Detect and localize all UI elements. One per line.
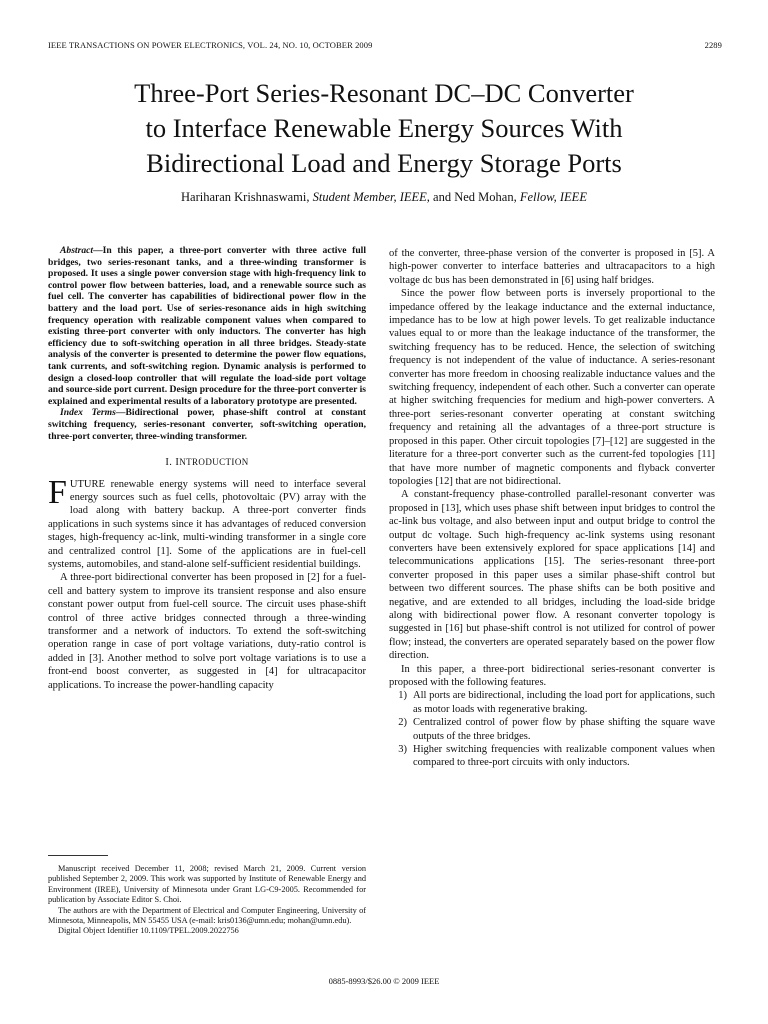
section-number: I. (165, 457, 173, 469)
footnote-divider (48, 855, 108, 856)
feature-list (389, 689, 715, 769)
list-item-number: 2) (398, 717, 407, 729)
list-item (389, 716, 715, 743)
index-terms (48, 407, 366, 442)
right-paragraph-1: of the converter, three-phase version of the converter is proposed in [5]. A high-power converter to interface batteries and ultracapacitors to a high voltage dc bus has been demonstrated in [6] using half bridges. (389, 248, 715, 286)
list-item-text: Higher switching frequencies with realizable component values when compared to three-port circuits with only inductors. (413, 744, 715, 769)
list-item (389, 743, 715, 770)
abstract-text: —In this paper, a three-port converter with three active full bridges, two series-resonant tanks, and a three-winding transformer is proposed. It uses a single power conversion stage with high-frequency link to control power flow between batteries, load, and a renewable source such as fuel cell. The converter has capabilities of bidirectional power flow in the battery and the load port. Use of series-resonance aids in high switching frequency operation with realizable component values when compared to existing three-port converter with only inductors. The converter has high efficiency due to soft-switching operation in all three bridges. Steady-state analysis of the converter is presented to determine the power flow equations, tank currents, and soft-switching region. Dynamic analysis is performed to design a closed-loop controller that will regulate the load-side port voltage and source-side port current. Design procedure for the three-port converter is explained and experimental results of a laboratory prototype are presented. (48, 245, 366, 407)
intro-paragraph-1-text: UTURE renewable energy systems will need to interface several energy sources such as fuel cells, photovoltaic (PV) array with the load along with battery backup. A three-port converter finds applications in such systems since it has advantages of reduced conversion stages, high-frequency ac-link, multi-winding transformer in a single core and centralized control [1]. Some of the applications are in fuel-cell systems, automobiles, and stand-alone self-sufficient residential buildings. (48, 478, 366, 570)
intro-paragraph-2: A three-port bidirectional converter has been proposed in [2] for a fuel-cell and battery system to improve its transient response and also ensure constant power output from fuel-cell source. The circuit uses phase-shift control of three active bridges connected through a three-winding transformer and a network of inductors. To extend the soft-switching operation range in case of port voltage variations, duty-ratio control is added in [3]. Another method to solve port voltage variations is to use a front-end boost converter, as suggested in [4] for ultracapacitor applications. To increase the power-handling capacity (48, 572, 366, 691)
section-title-rest: NTRODUCTION (179, 457, 249, 468)
section-title-initial: I (175, 457, 180, 469)
abstract-label: Abstract (60, 245, 94, 256)
right-paragraph-3: A constant-frequency phase-controlled parallel-resonant converter was proposed in [13], which uses phase shift between input bridges to control the ac-link bus voltage, and also between input and output bridge to control the output dc voltage. Such high-frequency ac-link systems using resonant converters have been extensively explored for space applications [14] and telecommunications applications [15]. The series-resonant three-port converter proposed in this paper uses a similar phase-shift control but between two different sources. The phase shifts can be both positive and negative, and are extended to all bridges, including the load-side bridge along with bidirectional power flow. A resonant converter topology is suggested in [16] but phase-shift control is not utilized for control of power flow; instead, the converters are operated separately based on the power flow direction. (389, 489, 715, 662)
title-line-3: Bidirectional Load and Energy Storage Ports (146, 148, 622, 178)
left-column (48, 245, 366, 692)
index-terms-text: —Bidirectional power, phase-shift control at constant switching frequency, series-resonant converter, soft-switching operation, three-port converter, three-winding transformer. (48, 407, 366, 442)
author-1-name: Hariharan Krishnaswami, (181, 190, 310, 204)
author-line (40, 190, 728, 205)
journal-name: IEEE TRANSACTIONS ON POWER ELECTRONICS, VOL. 24, NO. 10, OCTOBER 2009 (48, 40, 373, 50)
list-item (389, 689, 715, 716)
paper-title (40, 76, 728, 181)
list-item-number: 3) (398, 744, 407, 756)
author-2-role: Fellow, IEEE (519, 190, 587, 204)
right-paragraph-2: Since the power flow between ports is inversely proportional to the impedance offered by the leakage inductance and the external inductance, impedance has to be low at high power levels. To get realizable inductance values equal to or more than the leakage inductance of the transformer, the switching frequency has to be reduced. Hence, the selection of switching frequency is not independent of the value of inductance. A series-resonant converter has more freedom in choosing realizable inductance values and the switching frequency, independent of each other. Such a converter can operate at higher switching frequencies for medium and high-power converters. A three-port series-resonant converter operating at constant switching frequency and retaining all the advantages of a three-port structure is proposed in this paper. Other circuit topologies [7]–[12] are suggested in the literature for a three-port converter such as the current-fed topologies [11] that have more number of magnetic components and flyback converter topologies [12] that are not bidirectional. (389, 288, 715, 487)
footnote-doi: Digital Object Identifier 10.1109/TPEL.2009.2022756 (58, 926, 239, 936)
section-heading-introduction (48, 456, 366, 469)
author-joiner: , and Ned Mohan, (426, 190, 517, 204)
copyright-line: 0885-8993/$26.00 © 2009 IEEE (328, 976, 440, 986)
title-line-2: to Interface Renewable Energy Sources With (145, 113, 623, 143)
running-header (48, 40, 722, 50)
list-item-text: All ports are bidirectional, including the load port for applications, such as motor loads with regenerative braking. (413, 690, 715, 715)
intro-paragraph-1 (48, 473, 366, 572)
author-1-role: Student Member, IEEE (312, 190, 427, 204)
right-paragraph-4: In this paper, a three-port bidirectional series-resonant converter is proposed with the following features. (389, 663, 715, 688)
right-column (389, 247, 715, 770)
title-line-1: Three-Port Series-Resonant DC–DC Converter (134, 78, 634, 108)
footnote-manuscript: Manuscript received December 11, 2008; revised March 21, 2009. Current version published September 2, 2009. This work was supported by Institute of Renewable Energy and Environment (IREE), University of Minnesota under Grant LG-C9-2005. Recommended for publication by Associate Editor S. Choi. (48, 864, 366, 905)
footnote (48, 864, 366, 937)
footnote-affiliation: The authors are with the Department of Electrical and Computer Engineering, University of Minnesota, Minneapolis, MN 55455 USA (e-mail: kris0136@umn.edu; mohan@umn.edu). (48, 905, 366, 926)
list-item-number: 1) (398, 690, 407, 702)
index-terms-label: Index Terms (60, 407, 116, 419)
page-number: 2289 (704, 40, 722, 50)
drop-cap: F (48, 473, 67, 511)
abstract (48, 245, 366, 407)
list-item-text: Centralized control of power flow by phase shifting the square wave outputs of the three bridges. (413, 717, 715, 742)
